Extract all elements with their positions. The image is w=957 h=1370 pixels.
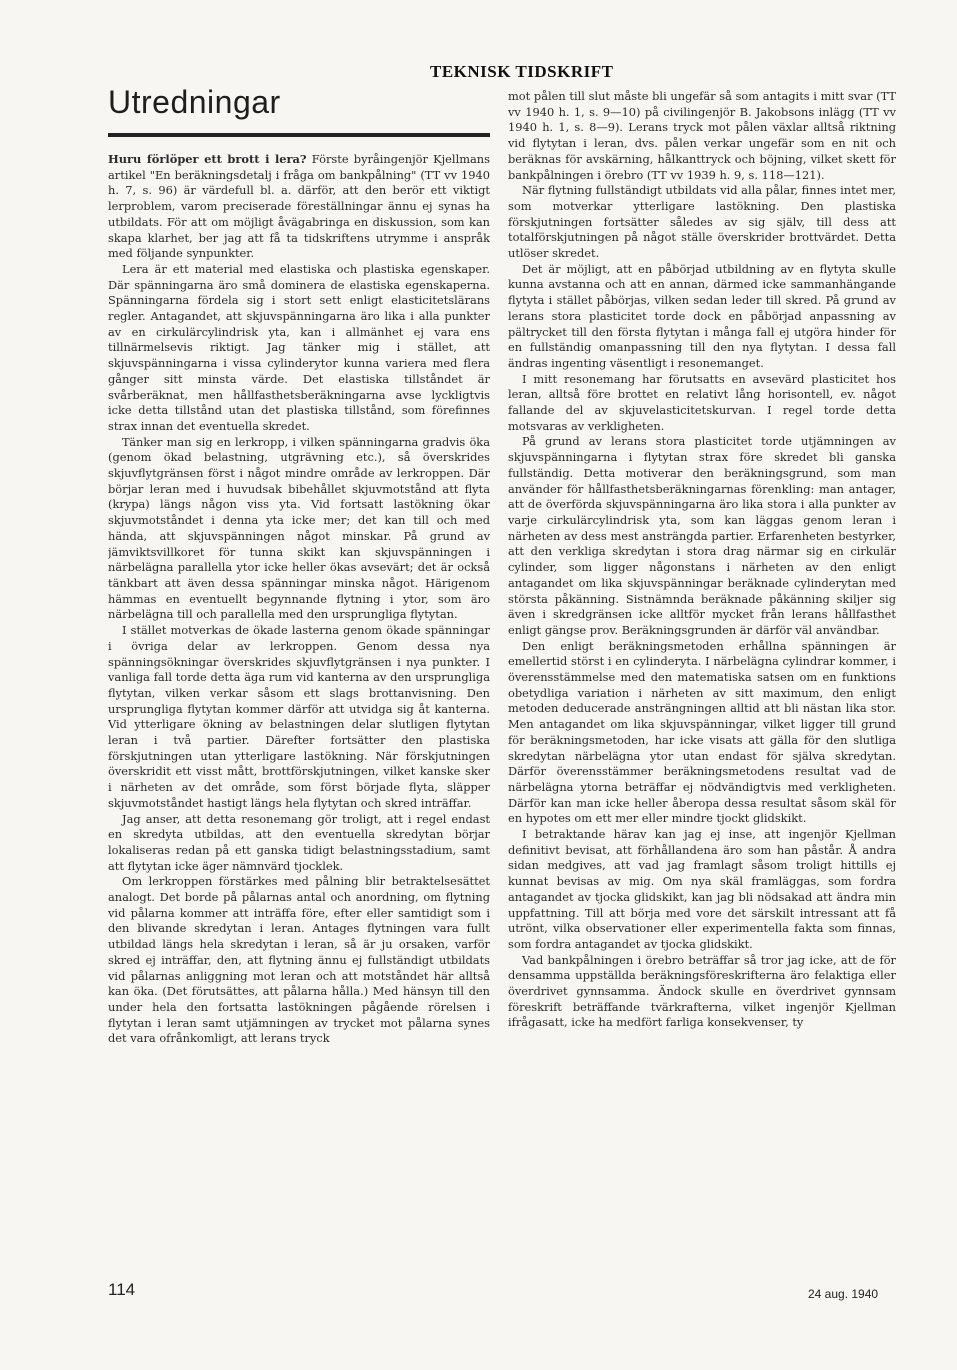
issue-date: 24 aug. 1940: [808, 1287, 879, 1301]
paragraph: I mitt resonemang har förutsatts en avsevärd plasticitet hos leran, alltså före brottet en relativt lång horisontell, ev. något fallande del av skjuvelasticitetskurvan. I regel torde detta motsvaras av verkligheten.: [508, 371, 896, 433]
paragraph-text: Förste byråingenjör Kjellmans artikel "En beräkningsdetalj i fråga om bankpålning" (TT vv 1940 h. 7, s. 96) är värdefull bl. a. därför, att den berör ett viktigt lerproblem, varom preciserade föreställningar ännu ej synas ha utbildats. För att om möjligt åvägabringa en diskussion, som kan skapa klarhet, ber jag att få ta tidskriftens utrymme i anspråk med följande synpunkter.: [108, 152, 490, 261]
paragraph: Lera är ett material med elastiska och plastiska egenskaper. Där spänningarna äro små dominera de elastiska egenskaperna. Spänningarna fördela sig i stort sett enligt elasticitetslärans regler. Antagandet, att skjuvspänningarna äro lika i alla punkter av en cirkulärcylindrisk yta, kan i allmänhet ej vara ens tillnärmelsevis riktigt. Jag tänker mig i stället, att skjuvspänningarna i vissa cylinderytor kunna variera med flera gånger sitt minsta värde. Det elastiska tillståndet är svårberäknat, men hållfasthetsberäkningarna avse lyckligtvis icke detta tillstånd utan det plastiska tillstånd, som förefinnes strax innan det eventuella skredet.: [108, 261, 490, 433]
paragraph: [108, 152, 490, 262]
paragraph: Om lerkroppen förstärkes med pålning blir betraktelsesättet analogt. Det borde på pålarnas antal och anordning, om flytning vid pålarna kommer att inträffa före, efter eller samtidigt som i den blivande skredytan i leran. Antages flytningen vara fullt utbildad längs hela skredytan i leran, så är ju orsaken, varför skred ej inträffar, den, att flytning ännu ej fullständigt utbildats vid pålarnas anliggning mot leran och att motståndet här alltså kan öka. (Det förutsättes, att pålarna hålla.) Med hänsyn till den under hela den fortsatta lastökningen pågående rörelsen i flytytan i leran samt utjämningen av trycket mot pålarna synes det vara ofrånkomligt, att lerans tryck: [108, 874, 490, 1046]
paragraph: Jag anser, att detta resonemang gör troligt, att i regel endast en skredyta utbildas, att den eventuella skredytan börjar lokaliseras redan på ett ganska tidigt belastningsstadium, samt att flytytan icke äger nämnvärd tjocklek.: [108, 811, 490, 873]
paragraph: Vad bankpålningen i örebro beträffar så tror jag icke, att de för densamma uppställda beräkningsföreskrifterna äro felaktiga eller överdrivet gynnsamma. Ändock skulle en överdrivet gynnsam föreskrift beträffande tvärkrafterna, vilket ingenjör Kjellman ifrågasatt, icke ha medfört farliga konsekvenser, ty: [508, 952, 896, 1030]
left-column: [108, 152, 490, 1260]
paragraph: Den enligt beräkningsmetoden erhållna spänningen är emellertid störst i en cylinderyta. I närbelägna cylindrar kommer, i överensstämmelse med den matematiska satsen om en funktions obetydliga variation i närheten av sitt maximum, den enligt metoden deducerade ansträngningen alltid att bli nästan lika stor. Men antagandet om lika skjuvspänningar, vilket ligger till grund för beräkningsmetoden, har icke visats att gälla för den slutliga skredytan närbelägna ytor utan endast för själva skredytan. Därför överensstämmer beräkningsmetodens resultat vad de närbelägna ytorna beträffar ej nödvändigtvis med verkligheten. Därför kan man icke heller åberopa dessa resultat såsom skäl för en hypotes om ett mer eller mindre tjockt glidskikt.: [508, 638, 896, 826]
paragraph: På grund av lerans stora plasticitet torde utjämningen av skjuvspänningarna i flytytan strax före skredet bli ganska fullständig. Detta motiverar den beräkningsgrund, som man använder för hållfasthetsberäkningarnas förenkling: man antager, att de överförda skjuvspänningarna äro lika stora i alla punkter av varje cirkulärcylindrisk yta, som kan läggas genom leran i närheten av dess mest ansträngda partier. Erfarenheten bestyrker, att den verkliga skredytan i stora drag närmar sig en cirkulär cylinder, som ligger någonstans i närheten av den enligt antagandet om lika skjuvspänningar beräknade cylinderytan med största påkänning. Sistnämnda beräknade påkänning skiljer sig även i skredgränsen icke alltför mycket från lerans hållfasthet enligt gängse prov. Beräkningsgrunden är därför väl användbar.: [508, 434, 896, 637]
title-rule: [108, 133, 490, 137]
paragraph: I betraktande härav kan jag ej inse, att ingenjör Kjellman definitivt bevisat, att förhållandena äro som han påstår. Å andra sidan medgives, att vad jag framlagt såsom troligt hittills ej kunnat bevisas av mig. Om nya skäl framläggas, som fordra antagandet av tjocka glidskikt, kan jag bli nödsakad att ändra min uppfattning. Till att börja med vore det särskilt intressant att få utrönt, vilka observationer eller experimentella fakta som finnas, som fordra antagandet av tjocka glidskikt.: [508, 827, 896, 951]
paragraph: I stället motverkas de ökade lasterna genom ökade spänningar i övriga delar av lerkroppen. Genom dessa nya spänningsökningar överskrides skjuvflytgränsen i nya punkter. I vanliga fall torde detta äga rum vid kanterna av den ursprungliga flytytan, vilken verkar såsom ett slags brottanvisning. Den ursprungliga flytytan kommer därför att utvidga sig åt kanterna. Vid ytterligare ökning av belastningen delar slutligen flytytan leran i två partier. Därefter fortsätter den plastiska förskjutningen utan ytterligare lastökning. När förskjutningen överskridit ett visst mått, brottförskjutningen, vilket kanske sker i närheten av det område, som först började flyta, släpper skjuvmotståndet hastigt längs hela flytytan och skred inträffar.: [108, 623, 490, 810]
section-title: Utredningar: [108, 84, 281, 120]
masthead: TEKNISK TIDSKRIFT: [430, 62, 614, 81]
right-column: [508, 89, 896, 1264]
paragraph: Det är möjligt, att en påbörjad utbildning av en flytyta skulle kunna avstanna och att en annan, därmed icke sammanhängande flytyta i stället påbörjas, vilken sedan leder till skred. På grund av lerans stora plasticitet torde dock en påbörjad anpassning av pältrycket till den första flytytan i många fall ej utgöra hinder för en fullständig omanpassning till den nya flytytan. I dessa fall ändras ingenting väsentligt i resonemanget.: [508, 261, 896, 370]
paragraph: mot pålen till slut måste bli ungefär så som antagits i mitt svar (TT vv 1940 h. 1, s. 9—10) på civilingenjör B. Jakobsons inlägg (TT vv 1940 h. 1, s. 8—9). Lerans tryck mot pålen växlar alltså riktning vid flytytan i leran, dvs. pålen verkar ungefär som en nit och beräknas för avskärning, hålkanttryck och böjning, vilket skett för bankpålningen i örebro (TT vv 1939 h. 9, s. 118—121).: [508, 89, 896, 182]
article-heading: Huru förlöper ett brott i lera?: [108, 152, 307, 166]
paragraph: När flytning fullständigt utbildats vid alla pålar, finnes intet mer, som motverkar ytterligare lastökning. Den plastiska förskjutningen fortsätter således av sig själv, till dess att totalförskjutningen på något ställe överskrider brottvärdet. Detta utlöser skredet.: [508, 183, 896, 261]
page-number: 114: [108, 1280, 136, 1299]
paragraph: Tänker man sig en lerkropp, i vilken spänningarna gradvis öka (genom ökad belastning, utgrävning etc.), så överskrides skjuvflytgränsen först i något mindre område av lerkroppen. Där börjar leran med i huvudsak bibehållet skjuvmotstånd att flyta (krypa) längs någon viss yta. Vid fortsatt lastökning ökar skjuvmotståndet i denna yta icke mer; det kan till och med hända, att skjuvspänningen något minskar. På grund av jämviktsvillkoret för tunna skikt kan skjuvspänningen i närbelägna parallella ytor icke heller ökas avsevärt; det är också tänkbart att även dessa spänningar minska något. Härigenom hämmas en eventuellt begynnande flytning i ytor, som äro närbelägna till och parallella med den ursprungliga flytytan.: [108, 434, 490, 622]
